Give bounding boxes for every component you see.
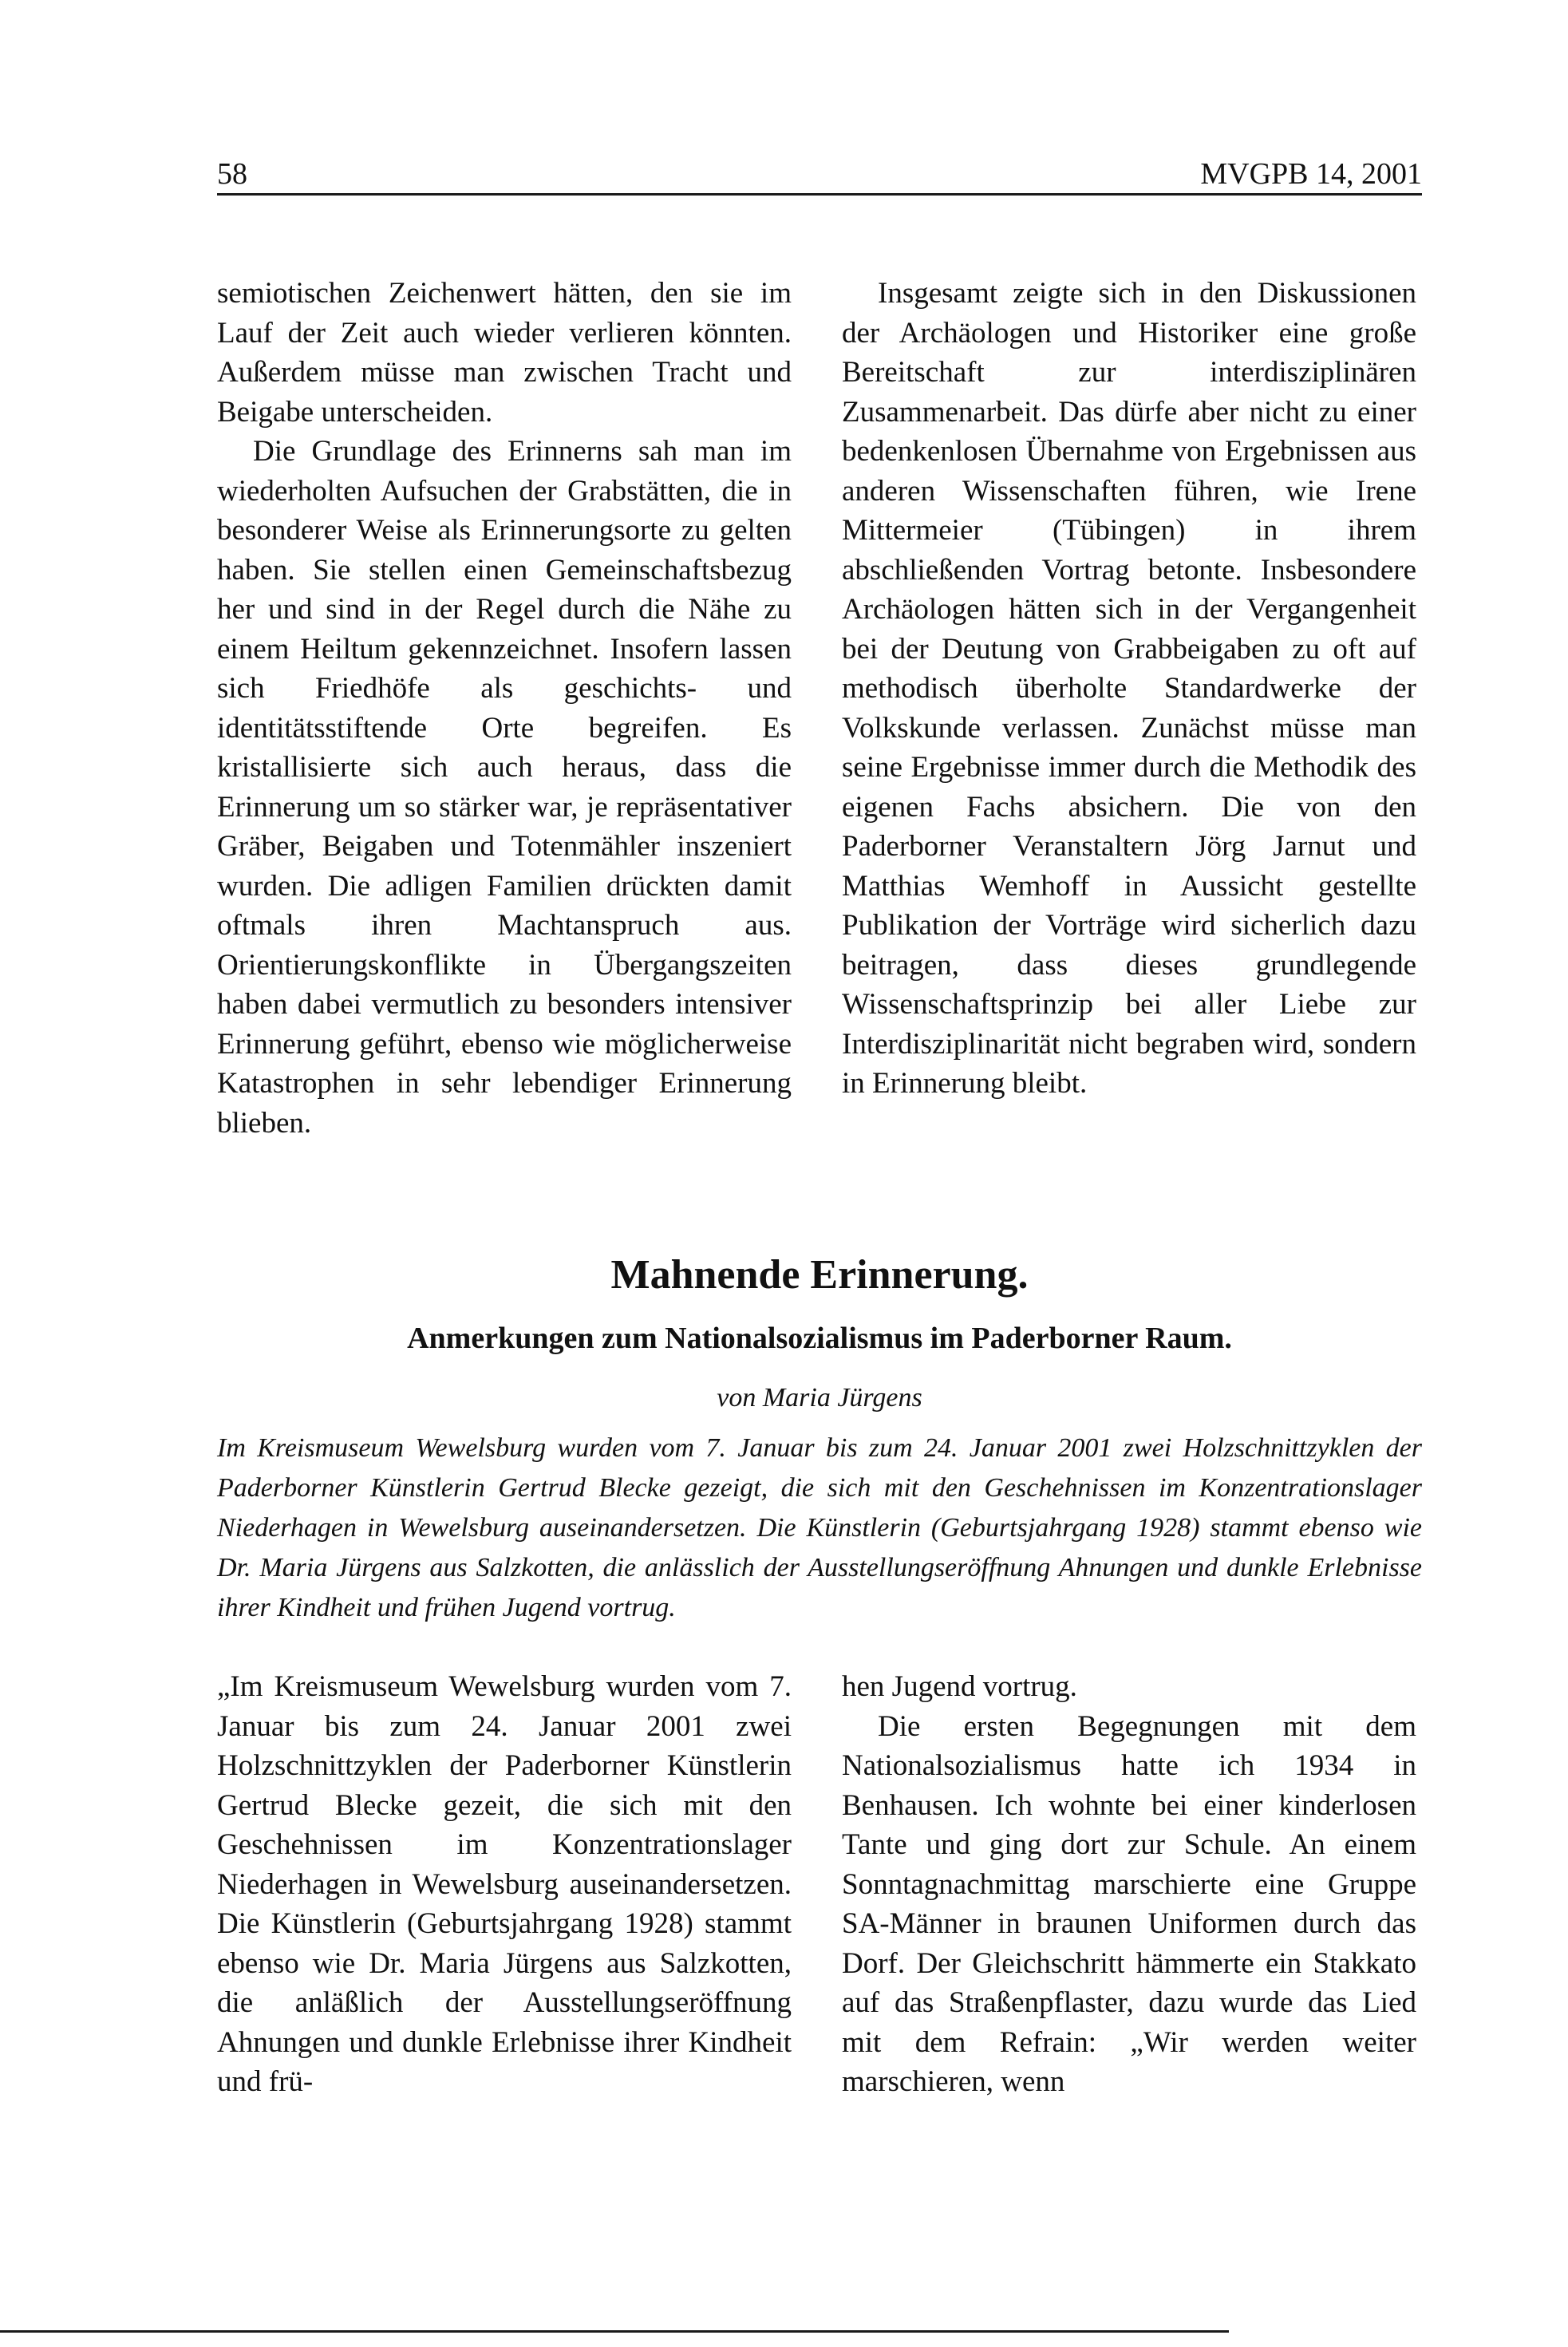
article-title: Mahnende Erinnerung. bbox=[610, 1252, 1029, 1298]
paragraph: „Im Kreismuseum Wewelsburg wurden vom 7. Januar bis zum 24. Januar 2001 zwei Holzschnittzyklen der Paderborner Künstlerin Gertrud Blecke gezeit, die sich mit den Geschehnissen im Konzentrationslager Niederhagen in Wewelsburg auseinandersetzen. Die Künstlerin (Geburtsjahrgang 1928) stammt ebenso wie Dr. Maria Jürgens aus Salzkotten, die anläßlich der Ausstellungseröffnung Ahnungen und dunkle Erlebnisse ihrer Kindheit und frü- bbox=[217, 1670, 792, 2098]
article-abstract bbox=[217, 1428, 1422, 1628]
paragraph: hen Jugend vortrug. bbox=[842, 1670, 1077, 1703]
paragraph: semiotischen Zeichenwert hätten, den sie im Lauf der Zeit auch wieder verlieren könnten. Außerdem müsse man zwischen Tracht und Beigabe unterscheiden. bbox=[217, 277, 792, 429]
article-subtitle: Anmerkungen zum Nationalsozialismus im Paderborner Raum. bbox=[407, 1322, 1232, 1355]
journal-reference: MVGPB 14, 2001 bbox=[1200, 157, 1422, 191]
footer-rule bbox=[0, 2330, 1229, 2333]
bottom-right-column bbox=[842, 1667, 1416, 2102]
paragraph: Die ersten Begegnungen mit dem Nationalsozialismus hatte ich 1934 in Benhausen. Ich wohnte bei einer kinderlosen Tante und ging dort zur Schule. An einem Sonntagnachmittag marschierte eine Gruppe SA-Männer in braunen Uniformen durch das Dorf. Der Gleichschritt hämmerte ein Stakkato auf das Straßenpflaster, dazu wurde das Lied mit dem Refrain: „Wir werden weiter marschieren, wenn bbox=[842, 1709, 1416, 2098]
paragraph: Insgesamt zeigte sich in den Diskussionen der Archäologen und Historiker eine große Bereitschaft zur interdisziplinären Zusammenarbeit. Das dürfe aber nicht zu einer bedenkenlosen Übernahme von Ergebnissen aus anderen Wissenschaften führen, wie Irene Mittermeier (Tübingen) in ihrem abschließenden Vortrag betonte. Insbesondere Archäologen hätten sich in der Vergangenheit bei der Deutung von Grabbeigaben zu oft auf methodisch überholte Standardwerke der Volkskunde verlassen. Zunächst müsse man seine Ergebnisse immer durch die Methodik des eigenen Fachs absichern. Die von den Paderborner Veranstaltern Jörg Jarnut und Matthias Wemhoff in Aussicht gestellte Publikation der Vorträge wird sicherlich dazu beitragen, dass dieses grundlegende Wissenschaftsprinzip bei aller Liebe zur Interdisziplinarität nicht begraben wird, sondern in Erinnerung bleibt. bbox=[842, 277, 1416, 1100]
top-left-column bbox=[217, 274, 792, 1143]
page-number: 58 bbox=[217, 157, 247, 191]
abstract-text: Im Kreismuseum Wewelsburg wurden vom 7. Januar bis zum 24. Januar 2001 zwei Holzschnittzyklen der Paderborner Künstlerin Gertrud Blecke gezeigt, die sich mit den Geschehnissen im Konzentrationslager Niederhagen in Wewelsburg auseinandersetzen. Die Künstlerin (Geburtsjahrgang 1928) stammt ebenso wie Dr. Maria Jürgens aus Salzkotten, die anlässlich der Ausstellungseröffnung Ahnungen und dunkle Erlebnisse ihrer Kindheit und frühen Jugend vortrug. bbox=[217, 1433, 1422, 1622]
page-header bbox=[217, 156, 1422, 196]
bottom-left-column bbox=[217, 1667, 792, 2102]
paragraph: Die Grundlage des Erinnerns sah man im wiederholten Aufsuchen der Grabstätten, die in besonderer Weise als Erinnerungsorte zu gelten haben. Sie stellen einen Gemeinschaftsbezug her und sind in der Regel durch die Nähe zu einem Heiltum gekennzeichnet. Insofern lassen sich Friedhöfe als geschichts- und identitätsstiftende Orte begreifen. Es kristallisierte sich auch heraus, dass die Erinnerung um so stärker war, je repräsentativer Gräber, Beigaben und Totenmähler inszeniert wurden. Die adligen Familien drückten damit oftmals ihren Machtanspruch aus. Orientierungskonflikte in Übergangszeiten haben dabei vermutlich zu besonders intensiver Erinnerung geführt, ebenso wie möglicherweise Katastrophen in sehr lebendiger Erinnerung blieben. bbox=[217, 435, 792, 1140]
top-right-column bbox=[842, 274, 1416, 1104]
article-author: von Maria Jürgens bbox=[717, 1383, 922, 1413]
